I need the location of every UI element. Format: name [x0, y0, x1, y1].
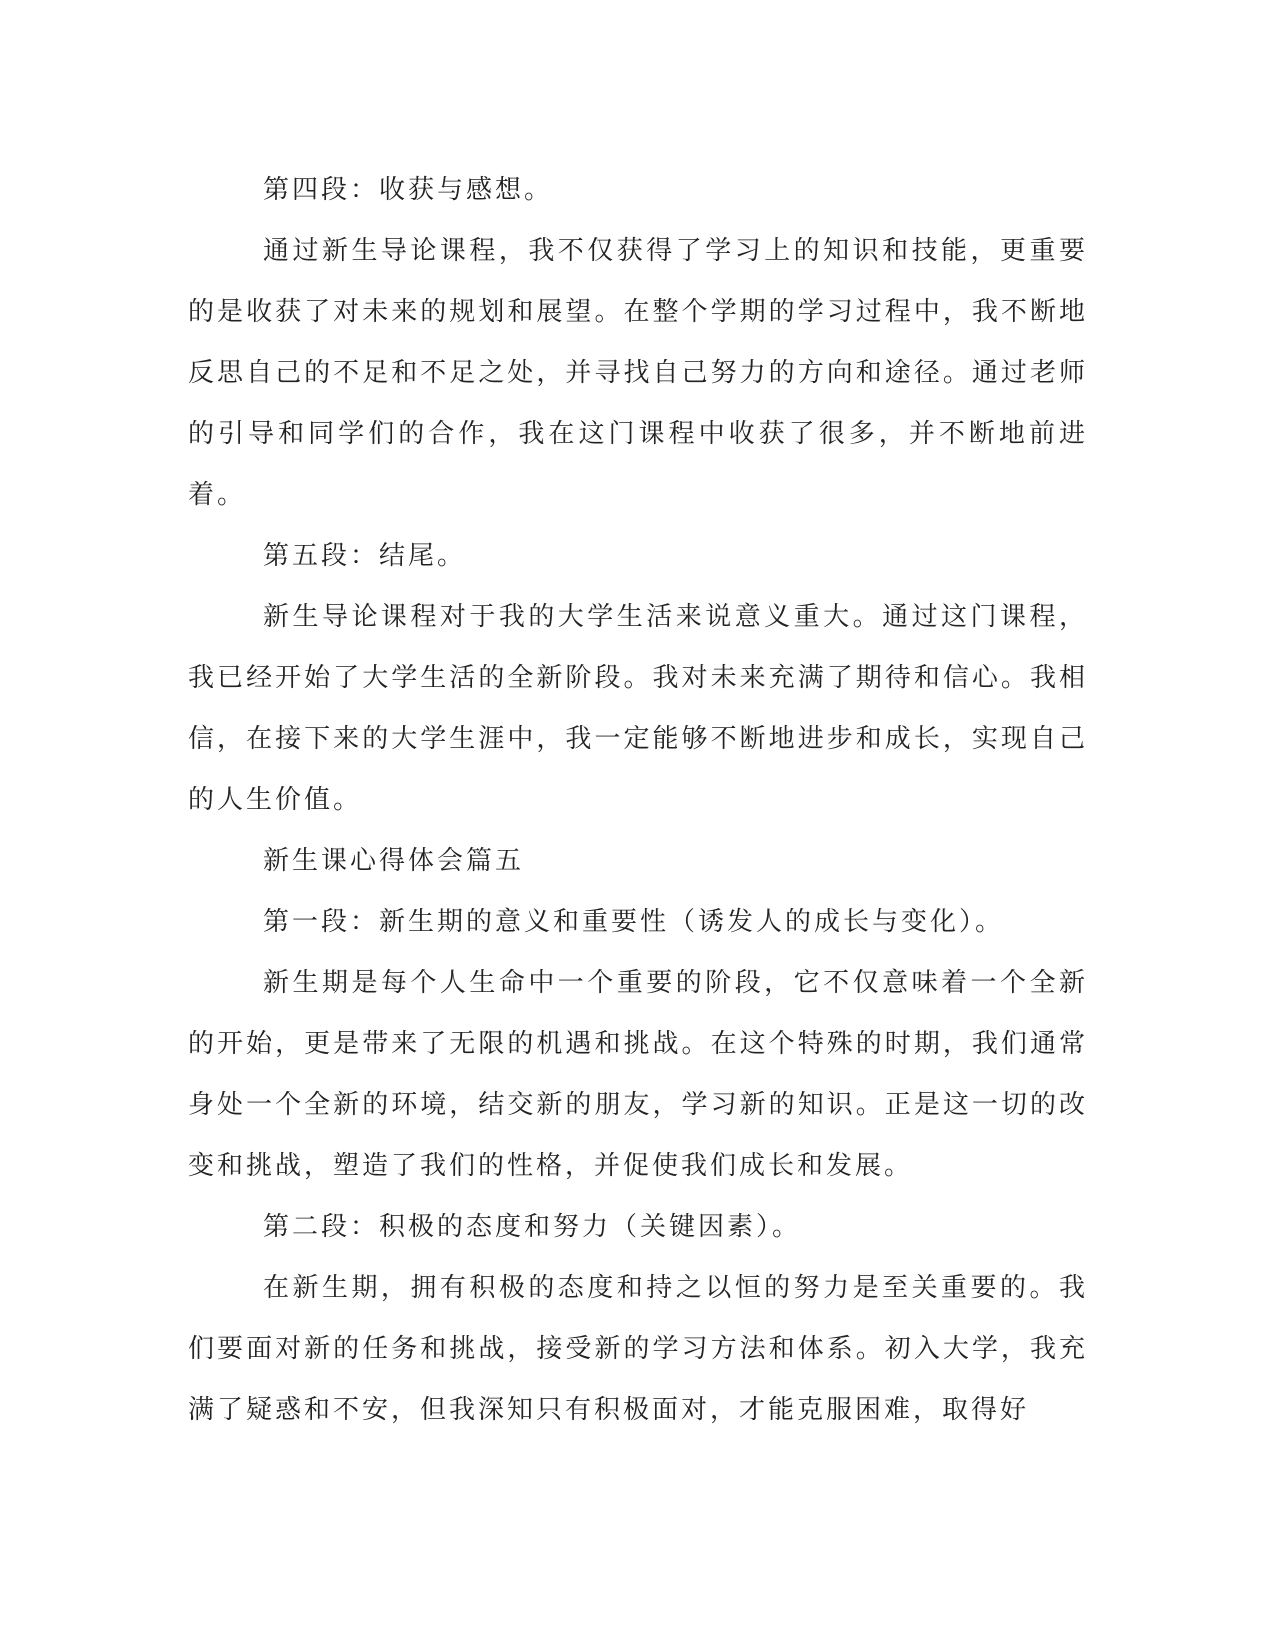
section-heading-1: 第一段：新生期的意义和重要性（诱发人的成长与变化）。 — [263, 907, 1005, 937]
section-heading-4: 第四段：收获与感想。 — [263, 175, 554, 205]
document-body — [188, 160, 1088, 1441]
paragraph-positive-attitude: 在新生期，拥有积极的态度和持之以恒的努力是至关重要的。我们要面对新的任务和挑战，接受新的学习方法和体系。初入大学，我充满了疑惑和不安，但我深知只有积极面对，才能克服困难，取得好 — [188, 1273, 1088, 1425]
essay-title: 新生课心得体会篇五 — [263, 846, 525, 876]
section-heading-5: 第五段：结尾。 — [263, 541, 467, 571]
paragraph-harvest: 通过新生导论课程，我不仅获得了学习上的知识和技能，更重要的是收获了对未来的规划和展望。在整个学期的学习过程中，我不断地反思自己的不足和不足之处，并寻找自己努力的方向和途径。通过老师的引导和同学们的合作，我在这门课程中收获了很多，并不断地前进着。 — [188, 236, 1088, 510]
paragraph-conclusion: 新生导论课程对于我的大学生活来说意义重大。通过这门课程，我已经开始了大学生活的全新阶段。我对未来充满了期待和信心。我相信，在接下来的大学生涯中，我一定能够不断地进步和成长，实现自己的人生价值。 — [188, 602, 1088, 815]
paragraph-freshman-period: 新生期是每个人生命中一个重要的阶段，它不仅意味着一个全新的开始，更是带来了无限的机遇和挑战。在这个特殊的时期，我们通常身处一个全新的环境，结交新的朋友，学习新的知识。正是这一切的改变和挑战，塑造了我们的性格，并促使我们成长和发展。 — [188, 968, 1088, 1181]
section-heading-2: 第二段：积极的态度和努力（关键因素）。 — [263, 1212, 802, 1242]
